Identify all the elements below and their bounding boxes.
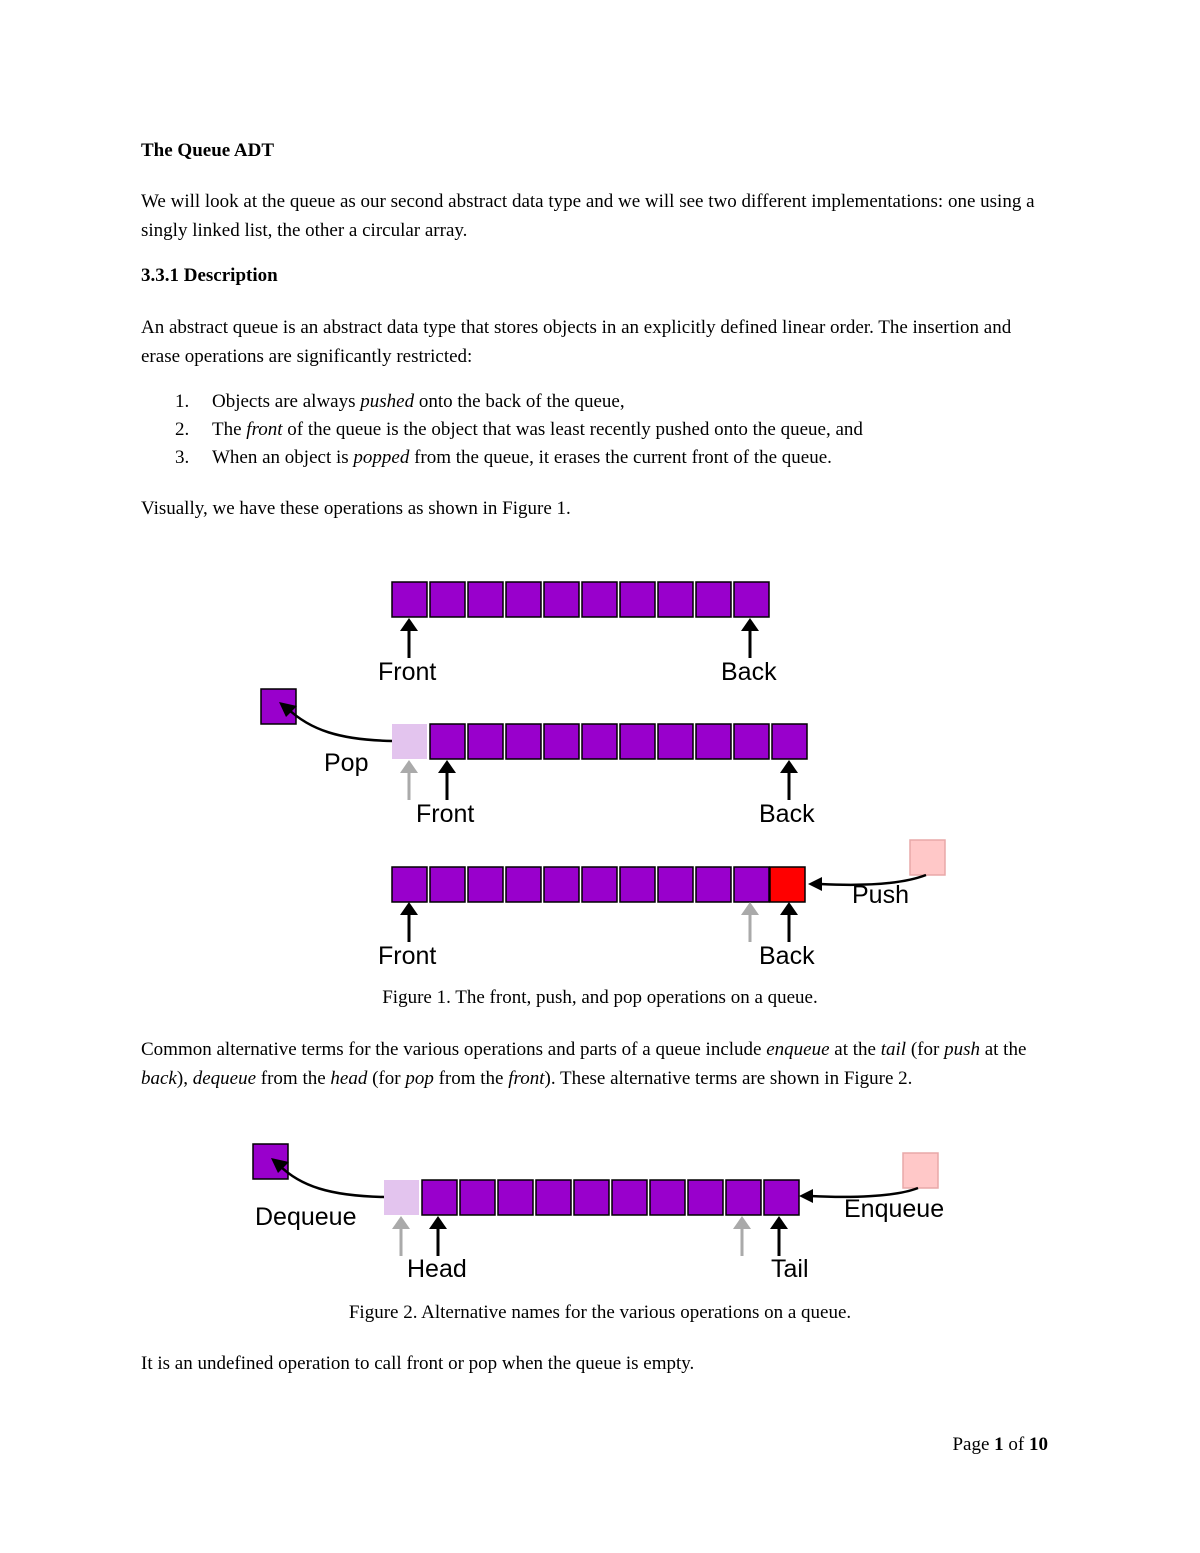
document-title: The Queue ADT bbox=[141, 140, 275, 161]
popped-slot bbox=[392, 724, 427, 759]
list-text: from the queue, it erases the current front of the queue. bbox=[409, 447, 832, 468]
back-arrow bbox=[780, 902, 798, 942]
front-arrow bbox=[438, 760, 456, 800]
front-label: Front bbox=[378, 942, 437, 970]
list-emphasis: front bbox=[246, 419, 283, 440]
empty-queue-paragraph: It is an undefined operation to call front or pop when the queue is empty. bbox=[141, 1353, 695, 1374]
push-arrowhead bbox=[808, 877, 822, 891]
queue-cell bbox=[658, 582, 693, 617]
para-text: Common alternative terms for the various operations and parts of a queue include bbox=[141, 1039, 767, 1060]
queue-row-alternative-names bbox=[422, 1180, 799, 1215]
enqueued-object bbox=[903, 1153, 938, 1188]
tail-label: Tail bbox=[771, 1255, 809, 1283]
old-tail-arrow bbox=[733, 1216, 751, 1256]
queue-cell bbox=[574, 1180, 609, 1215]
footer-text: of bbox=[1003, 1434, 1029, 1455]
back-label: Back bbox=[759, 800, 815, 828]
queue-cell bbox=[506, 724, 541, 759]
queue-cell bbox=[536, 1180, 571, 1215]
list-emphasis: pushed bbox=[360, 391, 415, 412]
tail-arrow bbox=[770, 1216, 788, 1256]
queue-cell bbox=[430, 582, 465, 617]
figure-2-caption: Figure 2. Alternative names for the various operations on a queue. bbox=[348, 1302, 852, 1323]
queue-cell bbox=[658, 867, 693, 902]
queue-cell bbox=[620, 724, 655, 759]
queue-cell bbox=[430, 724, 465, 759]
back-arrow bbox=[780, 760, 798, 800]
queue-cell bbox=[460, 1180, 495, 1215]
queue-cell bbox=[726, 1180, 761, 1215]
incoming-object bbox=[910, 840, 945, 875]
queue-cell bbox=[544, 724, 579, 759]
para-text: from the bbox=[256, 1068, 331, 1089]
para-text: ). These alternative terms are shown in Figure 2. bbox=[544, 1068, 913, 1089]
queue-cell bbox=[734, 724, 769, 759]
list-number: 2. bbox=[175, 419, 190, 440]
front-label: Front bbox=[378, 658, 437, 686]
list-text: Objects are always bbox=[212, 391, 361, 412]
old-back-arrow bbox=[741, 902, 759, 942]
pop-arrow bbox=[287, 708, 392, 741]
queue-cell bbox=[430, 867, 465, 902]
queue-cell bbox=[468, 724, 503, 759]
queue-cell bbox=[506, 867, 541, 902]
back-label: Back bbox=[759, 942, 815, 970]
front-arrow bbox=[400, 902, 418, 942]
queue-cell bbox=[658, 724, 693, 759]
queue-cell bbox=[696, 867, 731, 902]
para-emphasis: push bbox=[944, 1039, 980, 1060]
list-text: When an object is bbox=[212, 447, 354, 468]
front-label: Front bbox=[416, 800, 475, 828]
queue-cell bbox=[392, 867, 427, 902]
para-text: from the bbox=[433, 1068, 509, 1089]
description-paragraph: An abstract queue is an abstract data type that stores objects in an explicitly defined linear order. The insertion and erase operations are significantly restricted: bbox=[141, 317, 1012, 367]
queue-cell bbox=[696, 582, 731, 617]
para-text: (for bbox=[367, 1068, 406, 1089]
back-label: Back bbox=[721, 658, 777, 686]
list-number: 1. bbox=[175, 391, 190, 412]
back-arrow bbox=[741, 618, 759, 658]
queue-cell bbox=[544, 582, 579, 617]
queue-cell bbox=[696, 724, 731, 759]
pop-label: Pop bbox=[324, 749, 369, 777]
queue-cell bbox=[544, 867, 579, 902]
dequeued-slot bbox=[384, 1180, 419, 1215]
page-footer bbox=[952, 1434, 1048, 1456]
footer-text: Page bbox=[952, 1434, 995, 1455]
queue-cell bbox=[468, 867, 503, 902]
para-emphasis: front bbox=[508, 1068, 545, 1089]
alternative-terms-paragraph bbox=[141, 1035, 1066, 1093]
figure-1-caption: Figure 1. The front, push, and pop operations on a queue. bbox=[382, 987, 818, 1008]
para-emphasis: tail bbox=[880, 1039, 907, 1060]
queue-cell bbox=[734, 582, 769, 617]
queue-cell bbox=[620, 867, 655, 902]
queue-cell bbox=[392, 582, 427, 617]
queue-cell bbox=[582, 582, 617, 617]
queue-cell bbox=[582, 724, 617, 759]
queue-row-after-push bbox=[392, 867, 769, 902]
para-emphasis: back bbox=[141, 1068, 177, 1089]
queue-cell bbox=[688, 1180, 723, 1215]
page-number: 1 bbox=[994, 1434, 1004, 1455]
queue-cell bbox=[506, 582, 541, 617]
queue-row-initial bbox=[392, 582, 769, 617]
para-emphasis: enqueue bbox=[766, 1039, 830, 1060]
head-label: Head bbox=[407, 1255, 467, 1283]
queue-cell bbox=[734, 867, 769, 902]
para-text: at the bbox=[979, 1039, 1027, 1060]
page-total: 10 bbox=[1029, 1434, 1048, 1455]
dequeue-label: Dequeue bbox=[255, 1203, 357, 1231]
para-text: ), bbox=[176, 1068, 193, 1089]
para-text: (for bbox=[906, 1039, 945, 1060]
list-text: The bbox=[212, 419, 247, 440]
queue-row-after-pop bbox=[430, 724, 807, 759]
enqueue-label: Enqueue bbox=[844, 1195, 945, 1223]
queue-cell bbox=[772, 724, 807, 759]
head-arrow bbox=[429, 1216, 447, 1256]
para-emphasis: dequeue bbox=[192, 1068, 257, 1089]
queue-cell bbox=[612, 1180, 647, 1215]
old-front-arrow bbox=[400, 760, 418, 800]
dequeue-arrow bbox=[279, 1165, 384, 1197]
queue-cell bbox=[468, 582, 503, 617]
queue-cell bbox=[650, 1180, 685, 1215]
push-label: Push bbox=[852, 881, 909, 909]
para-text: at the bbox=[829, 1039, 881, 1060]
enqueue-arrowhead bbox=[799, 1189, 813, 1203]
list-text: of the queue is the object that was least recently pushed onto the queue, and bbox=[282, 419, 863, 440]
list-number: 3. bbox=[175, 447, 190, 468]
old-head-arrow bbox=[392, 1216, 410, 1256]
pushed-object bbox=[770, 867, 805, 902]
queue-cell bbox=[498, 1180, 533, 1215]
section-heading: 3.3.1 Description bbox=[141, 265, 278, 286]
para-emphasis: pop bbox=[405, 1068, 434, 1089]
list-emphasis: popped bbox=[353, 447, 410, 468]
queue-cell bbox=[422, 1180, 457, 1215]
list-text: onto the back of the queue, bbox=[414, 391, 625, 412]
queue-cell bbox=[582, 867, 617, 902]
para-emphasis: head bbox=[330, 1068, 368, 1089]
queue-cell bbox=[764, 1180, 799, 1215]
figure-reference-paragraph: Visually, we have these operations as shown in Figure 1. bbox=[141, 498, 571, 519]
front-arrow bbox=[400, 618, 418, 658]
queue-cell bbox=[620, 582, 655, 617]
intro-paragraph: We will look at the queue as our second abstract data type and we will see two different implementations: one using a singly linked list, the other a circular array. bbox=[141, 191, 1035, 241]
